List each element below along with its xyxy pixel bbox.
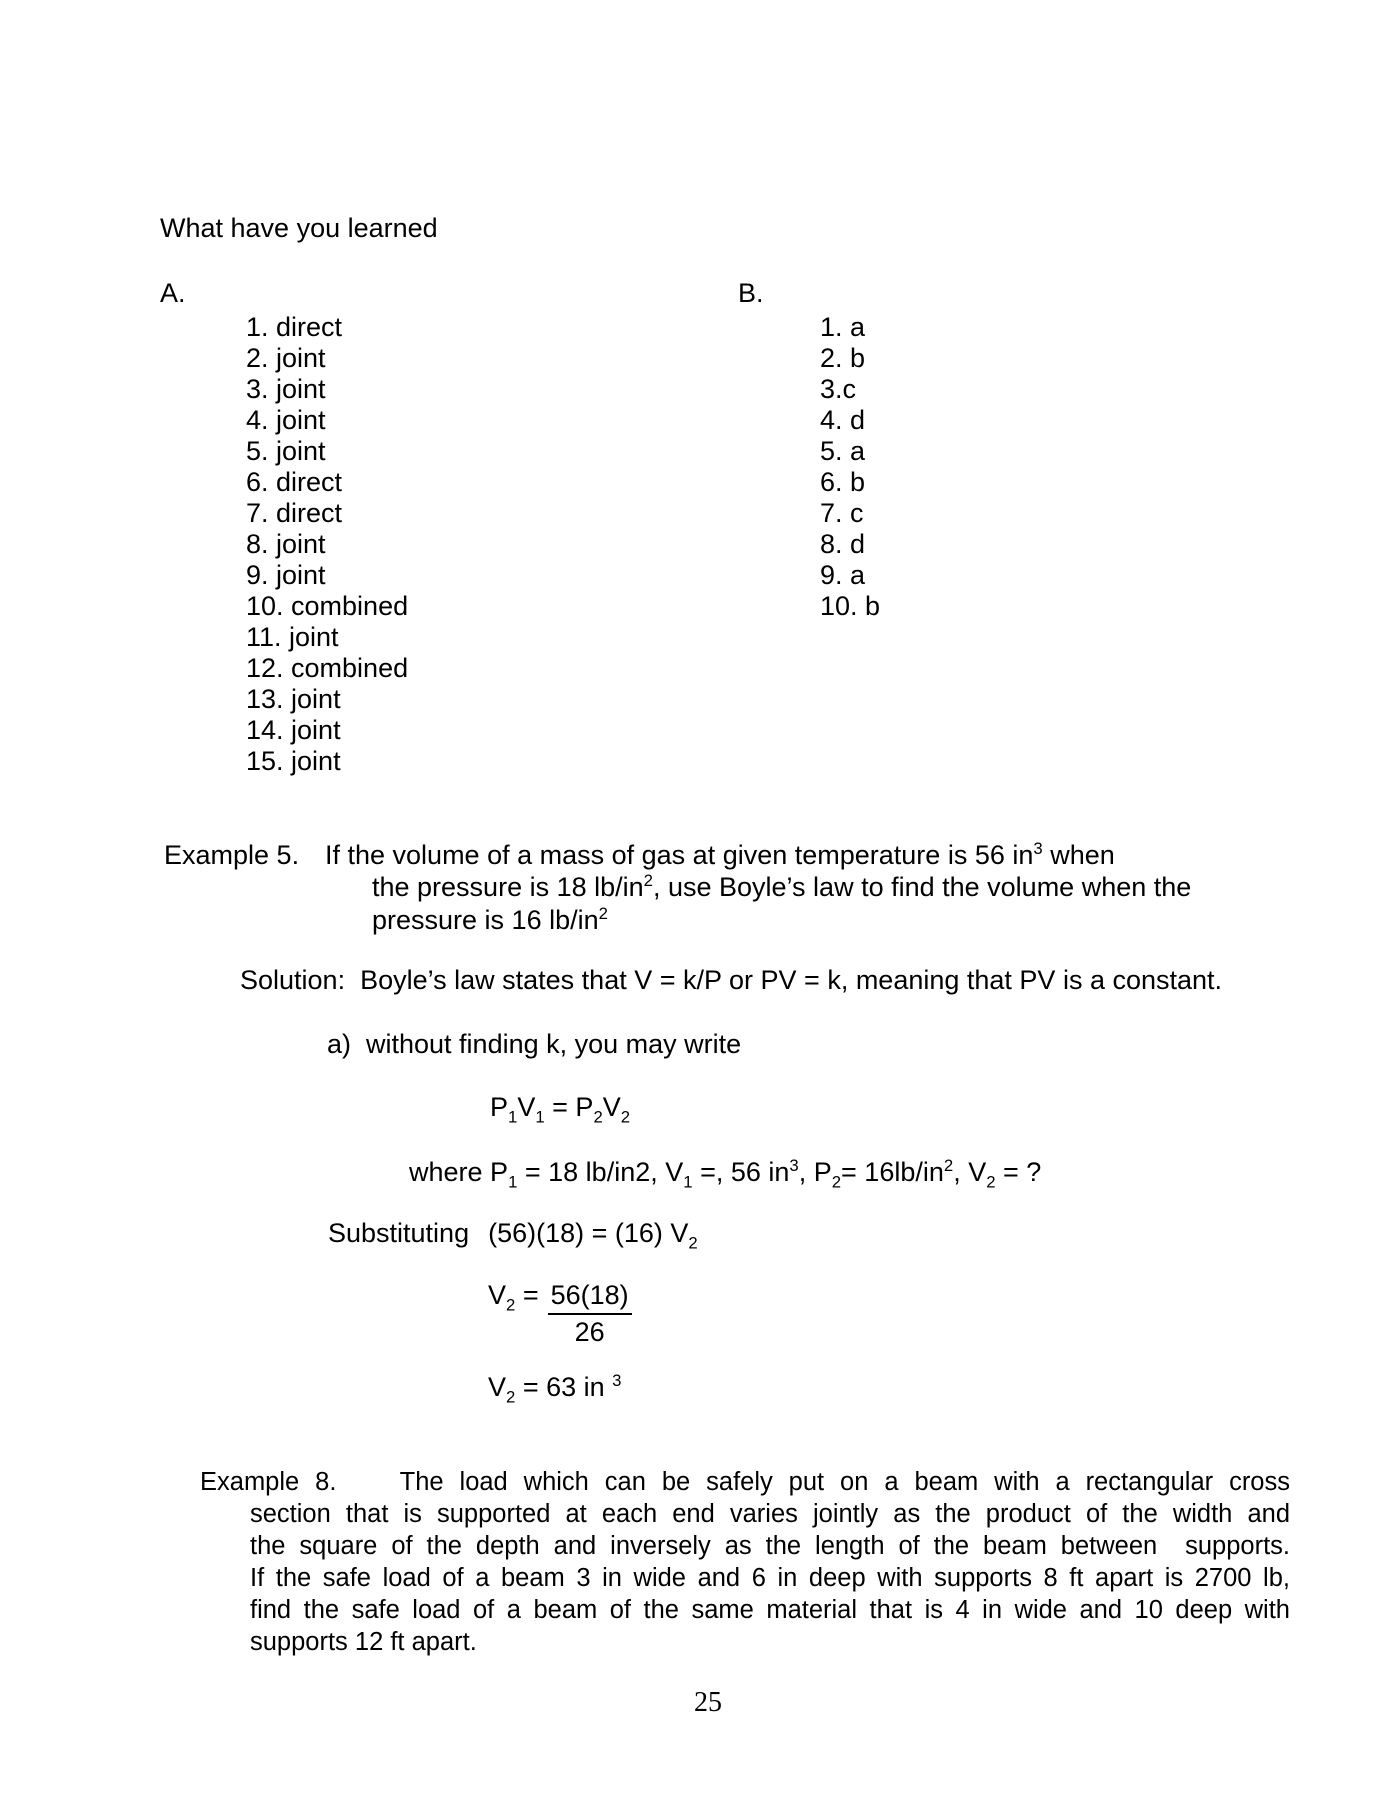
answer-item-a: 15. joint xyxy=(246,746,341,776)
example5-label: Example 5. xyxy=(164,840,300,870)
fraction-equation xyxy=(488,1279,632,1348)
fraction-lead: $V_2$ = xyxy=(488,1280,539,1315)
answer-item-a: 6. direct xyxy=(246,467,343,497)
answer-item-a: 8. joint xyxy=(246,529,326,559)
example5-line1: If the volume of a mass of gas at given temperature is 56 $in^3$ when xyxy=(325,839,1115,870)
answer-item-b: 7. c xyxy=(820,498,864,528)
substituting-line xyxy=(328,1217,698,1253)
answer-item-a: 5. joint xyxy=(246,436,326,466)
answer-item-b: 4. d xyxy=(820,405,866,435)
example5-line3: pressure is 16 $lb/in^2$ xyxy=(372,904,608,935)
where-line: where $P_1 = 18$ lb/in2, $V_1$ =, 56 $in^3$, $P_2= 16lb/in^2$, $V_2$ = ? xyxy=(409,1156,1042,1192)
example8-paragraph xyxy=(200,1466,1290,1658)
answer-item-a: 11. joint xyxy=(246,622,339,652)
column-a-label: A. xyxy=(160,278,186,308)
example8-line: the square of the depth and inversely as the length of the beam between supports. xyxy=(250,1532,1290,1560)
solution-line: Solution: Boyle’s law states that V = k/P or PV = k, meaning that PV is a constant. xyxy=(240,965,1223,995)
answer-item-a: 1. direct xyxy=(246,312,343,342)
answer-item-a: 7. direct xyxy=(246,498,343,528)
answer-item-a: 14. joint xyxy=(246,715,341,745)
answer-item-a: 10. combined xyxy=(246,591,409,621)
result-line: $V_2 = 63$ in $^3$ xyxy=(488,1371,622,1407)
answer-item-a: 4. joint xyxy=(246,405,326,435)
answer-item-b: 10. b xyxy=(820,591,881,621)
answer-item-b: 2. b xyxy=(820,343,866,373)
example8-line: find the safe load of a beam of the same material that is 4 in wide and 10 deep with xyxy=(250,1596,1290,1624)
answer-item-b: 1. a xyxy=(820,312,866,342)
answer-item-a: 13. joint xyxy=(246,684,341,714)
example5-line2: the pressure is 18 $lb/in^2$, use Boyle’s law to find the volume when the xyxy=(372,871,1192,902)
example8-line: section that is supported at each end varies jointly as the product of the width and xyxy=(250,1500,1290,1528)
answer-list-b xyxy=(820,312,880,622)
page-number: 25 xyxy=(694,1687,722,1718)
answer-item-a: 12. combined xyxy=(246,653,409,683)
page-header: What have you learned xyxy=(160,213,438,243)
fraction-numerator: 56(18) xyxy=(548,1279,632,1315)
equation-p1v1: $P_1V_1 = P_2V_2$ xyxy=(490,1092,631,1127)
substituting-label: Substituting xyxy=(328,1218,470,1248)
answer-item-b: 6. b xyxy=(820,467,866,497)
example8-line: If the safe load of a beam 3 in wide and 6 in deep with supports 8 ft apart is 2700 lb, xyxy=(250,1564,1290,1592)
answer-item-b: 8. d xyxy=(820,529,866,559)
answer-item-b: 5. a xyxy=(820,436,866,466)
answer-item-b: 9. a xyxy=(820,560,866,590)
substituting-expression: (56)(18) = (16) $V_2$ xyxy=(488,1218,698,1253)
fraction-denominator: 26 xyxy=(574,1317,605,1347)
solution-step-a: a) without finding k, you may write xyxy=(327,1029,742,1059)
answer-list-a xyxy=(246,312,408,777)
answer-item-a: 9. joint xyxy=(246,560,326,590)
fraction-stack xyxy=(548,1279,632,1348)
answer-item-b: 3.c xyxy=(820,374,857,404)
column-b-label: B. xyxy=(738,278,764,308)
answer-item-a: 2. joint xyxy=(246,343,326,373)
example8-line: Example 8. The load which can be safely put on a beam with a rectangular cross xyxy=(200,1468,1290,1496)
answer-item-a: 3. joint xyxy=(246,374,326,404)
example8-line: supports 12 ft apart. xyxy=(250,1628,477,1656)
